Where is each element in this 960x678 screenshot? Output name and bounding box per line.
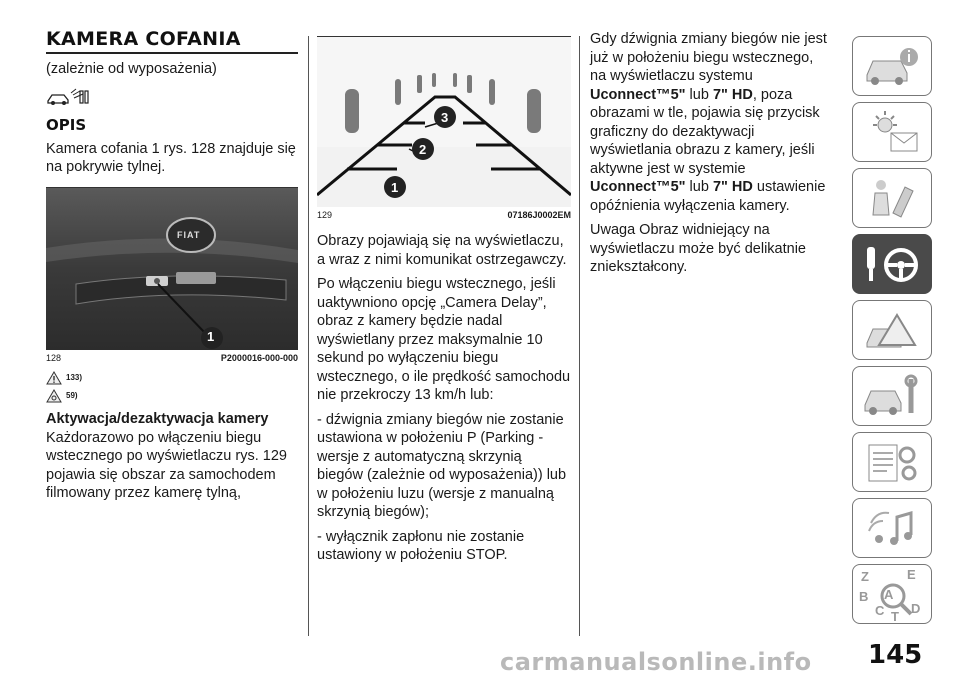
warning-lights-icon bbox=[857, 107, 927, 157]
paragraph: - wyłącznik zapłonu nie zostanie ustawiony w położeniu STOP. bbox=[317, 528, 525, 563]
text-bold: Uconnect™5" bbox=[590, 86, 686, 103]
rear-camera-car-icon bbox=[46, 87, 92, 107]
figure-128-code: P2000016-000-000 bbox=[220, 352, 298, 363]
warning-item bbox=[46, 369, 298, 387]
figure-129 bbox=[317, 37, 571, 207]
column-right bbox=[590, 30, 830, 283]
paragraph: - dźwignia zmiany biegów nie zostanie ustawiona w położeniu P (Parking - wersje z automatyczną skrzynią biegów (zależnie od wyposażenia)) lub w położeniu luzu (wersje z manualną skrzynią biegów); bbox=[317, 411, 567, 520]
warning-triangle-icon bbox=[46, 371, 62, 385]
paragraph bbox=[590, 30, 830, 215]
activation-heading: Aktywacja/dezaktywacja kamery bbox=[46, 410, 269, 427]
figure-129-number: 129 bbox=[317, 210, 333, 220]
index-letter: T bbox=[891, 609, 899, 624]
tab-multimedia[interactable] bbox=[852, 498, 932, 558]
index-letter: Z bbox=[861, 569, 869, 584]
callout-1: 1 bbox=[391, 180, 399, 195]
column-divider bbox=[308, 36, 309, 636]
index-letter: E bbox=[907, 567, 916, 582]
paragraph: Obrazy pojawiają się na wyświetlaczu, a wraz z nimi komunikat ostrzegawczy. bbox=[317, 233, 567, 268]
text-run: ustawienie opóźnienia wyłączenia kamery. bbox=[590, 179, 826, 214]
figure-128-badge: FIAT bbox=[177, 229, 201, 240]
figure-128-number: 128 bbox=[46, 352, 62, 363]
callout-3: 3 bbox=[441, 110, 449, 125]
warning-ref: 59) bbox=[66, 391, 78, 400]
emergency-icon bbox=[857, 305, 927, 355]
section-subtitle: (zależnie od wyposażenia) bbox=[46, 61, 217, 77]
index-letter: D bbox=[911, 601, 921, 616]
watermark: carmanualsonline.info bbox=[500, 648, 812, 676]
figure-128 bbox=[46, 188, 298, 350]
text-bold: 7" HD bbox=[712, 179, 753, 195]
activation-text: Każdorazowo po włączeniu biegu wstecznego po wyświetlaczu rys. 129 pojawia się obszar za samochodem filmowany przez kamerę tylną, bbox=[46, 429, 287, 501]
figure-128-callout: 1 bbox=[207, 328, 215, 344]
tab-safety[interactable] bbox=[852, 168, 932, 228]
column-divider bbox=[579, 36, 580, 636]
title-rule bbox=[46, 52, 298, 54]
multimedia-icon bbox=[857, 503, 927, 553]
tab-starting-driving[interactable] bbox=[852, 234, 932, 294]
key-steering-icon bbox=[857, 239, 927, 289]
tab-emergency[interactable] bbox=[852, 300, 932, 360]
tab-index[interactable] bbox=[852, 564, 932, 624]
index-letter: C bbox=[875, 603, 885, 618]
text-run: Gdy dźwignia zmiany biegów nie jest już w położeniu biegu wstecznego, na wyświetlaczu systemu bbox=[590, 31, 827, 84]
tailgate-camera-image bbox=[46, 188, 298, 350]
caution-triangle-icon bbox=[46, 389, 62, 403]
opis-text: Kamera cofania 1 rys. 128 znajduje się na pokrywie tylnej. bbox=[46, 140, 296, 175]
figure-129-caption bbox=[317, 207, 571, 220]
tab-maintenance[interactable] bbox=[852, 366, 932, 426]
car-info-icon bbox=[857, 41, 927, 91]
tab-warning-lights[interactable] bbox=[852, 102, 932, 162]
paragraph: Uwaga Obraz widniejący na wyświetlaczu może być delikatnie zniekształcony. bbox=[590, 222, 806, 275]
tab-car-info[interactable] bbox=[852, 36, 932, 96]
warning-item bbox=[46, 387, 298, 405]
page-number: 145 bbox=[868, 640, 923, 670]
paragraph: Po włączeniu biegu wstecznego, jeśli uaktywniono opcję „Camera Delay”, obraz z kamery będzie nadal wyświetlany przez maksymalnie 10 sekund po wyłączeniu biegu wstecznego, o ile prędkość samochodu nie przekroczy 13 km/h lub: bbox=[317, 276, 571, 403]
index-letter: A bbox=[884, 587, 894, 602]
tab-technical-data[interactable] bbox=[852, 432, 932, 492]
column-middle bbox=[317, 36, 571, 571]
text-run: lub bbox=[685, 86, 713, 103]
warnings-list bbox=[46, 369, 298, 405]
text-run: lub bbox=[685, 179, 713, 195]
text-run: , poza obrazami w tle, pojawia się przycisk graficzny do dezaktywacji wyświetlania obrazu z kamery, jeśli aktywne jest w systemie bbox=[590, 86, 820, 177]
opis-heading: OPIS bbox=[46, 115, 87, 134]
maintenance-icon bbox=[857, 371, 927, 421]
callout-2: 2 bbox=[419, 142, 427, 157]
technical-data-icon bbox=[857, 437, 927, 487]
figure-128-caption bbox=[46, 350, 298, 363]
figure-129-code: 07186J0002EM bbox=[507, 210, 571, 220]
warning-ref: 133) bbox=[66, 373, 83, 382]
seat-safety-icon bbox=[857, 173, 927, 223]
section-title: KAMERA COFANIA bbox=[46, 28, 241, 50]
column-left bbox=[46, 28, 298, 509]
index-letter: B bbox=[859, 589, 869, 604]
text-bold: 7" HD bbox=[712, 86, 753, 103]
text-bold: Uconnect™5" bbox=[590, 179, 686, 195]
